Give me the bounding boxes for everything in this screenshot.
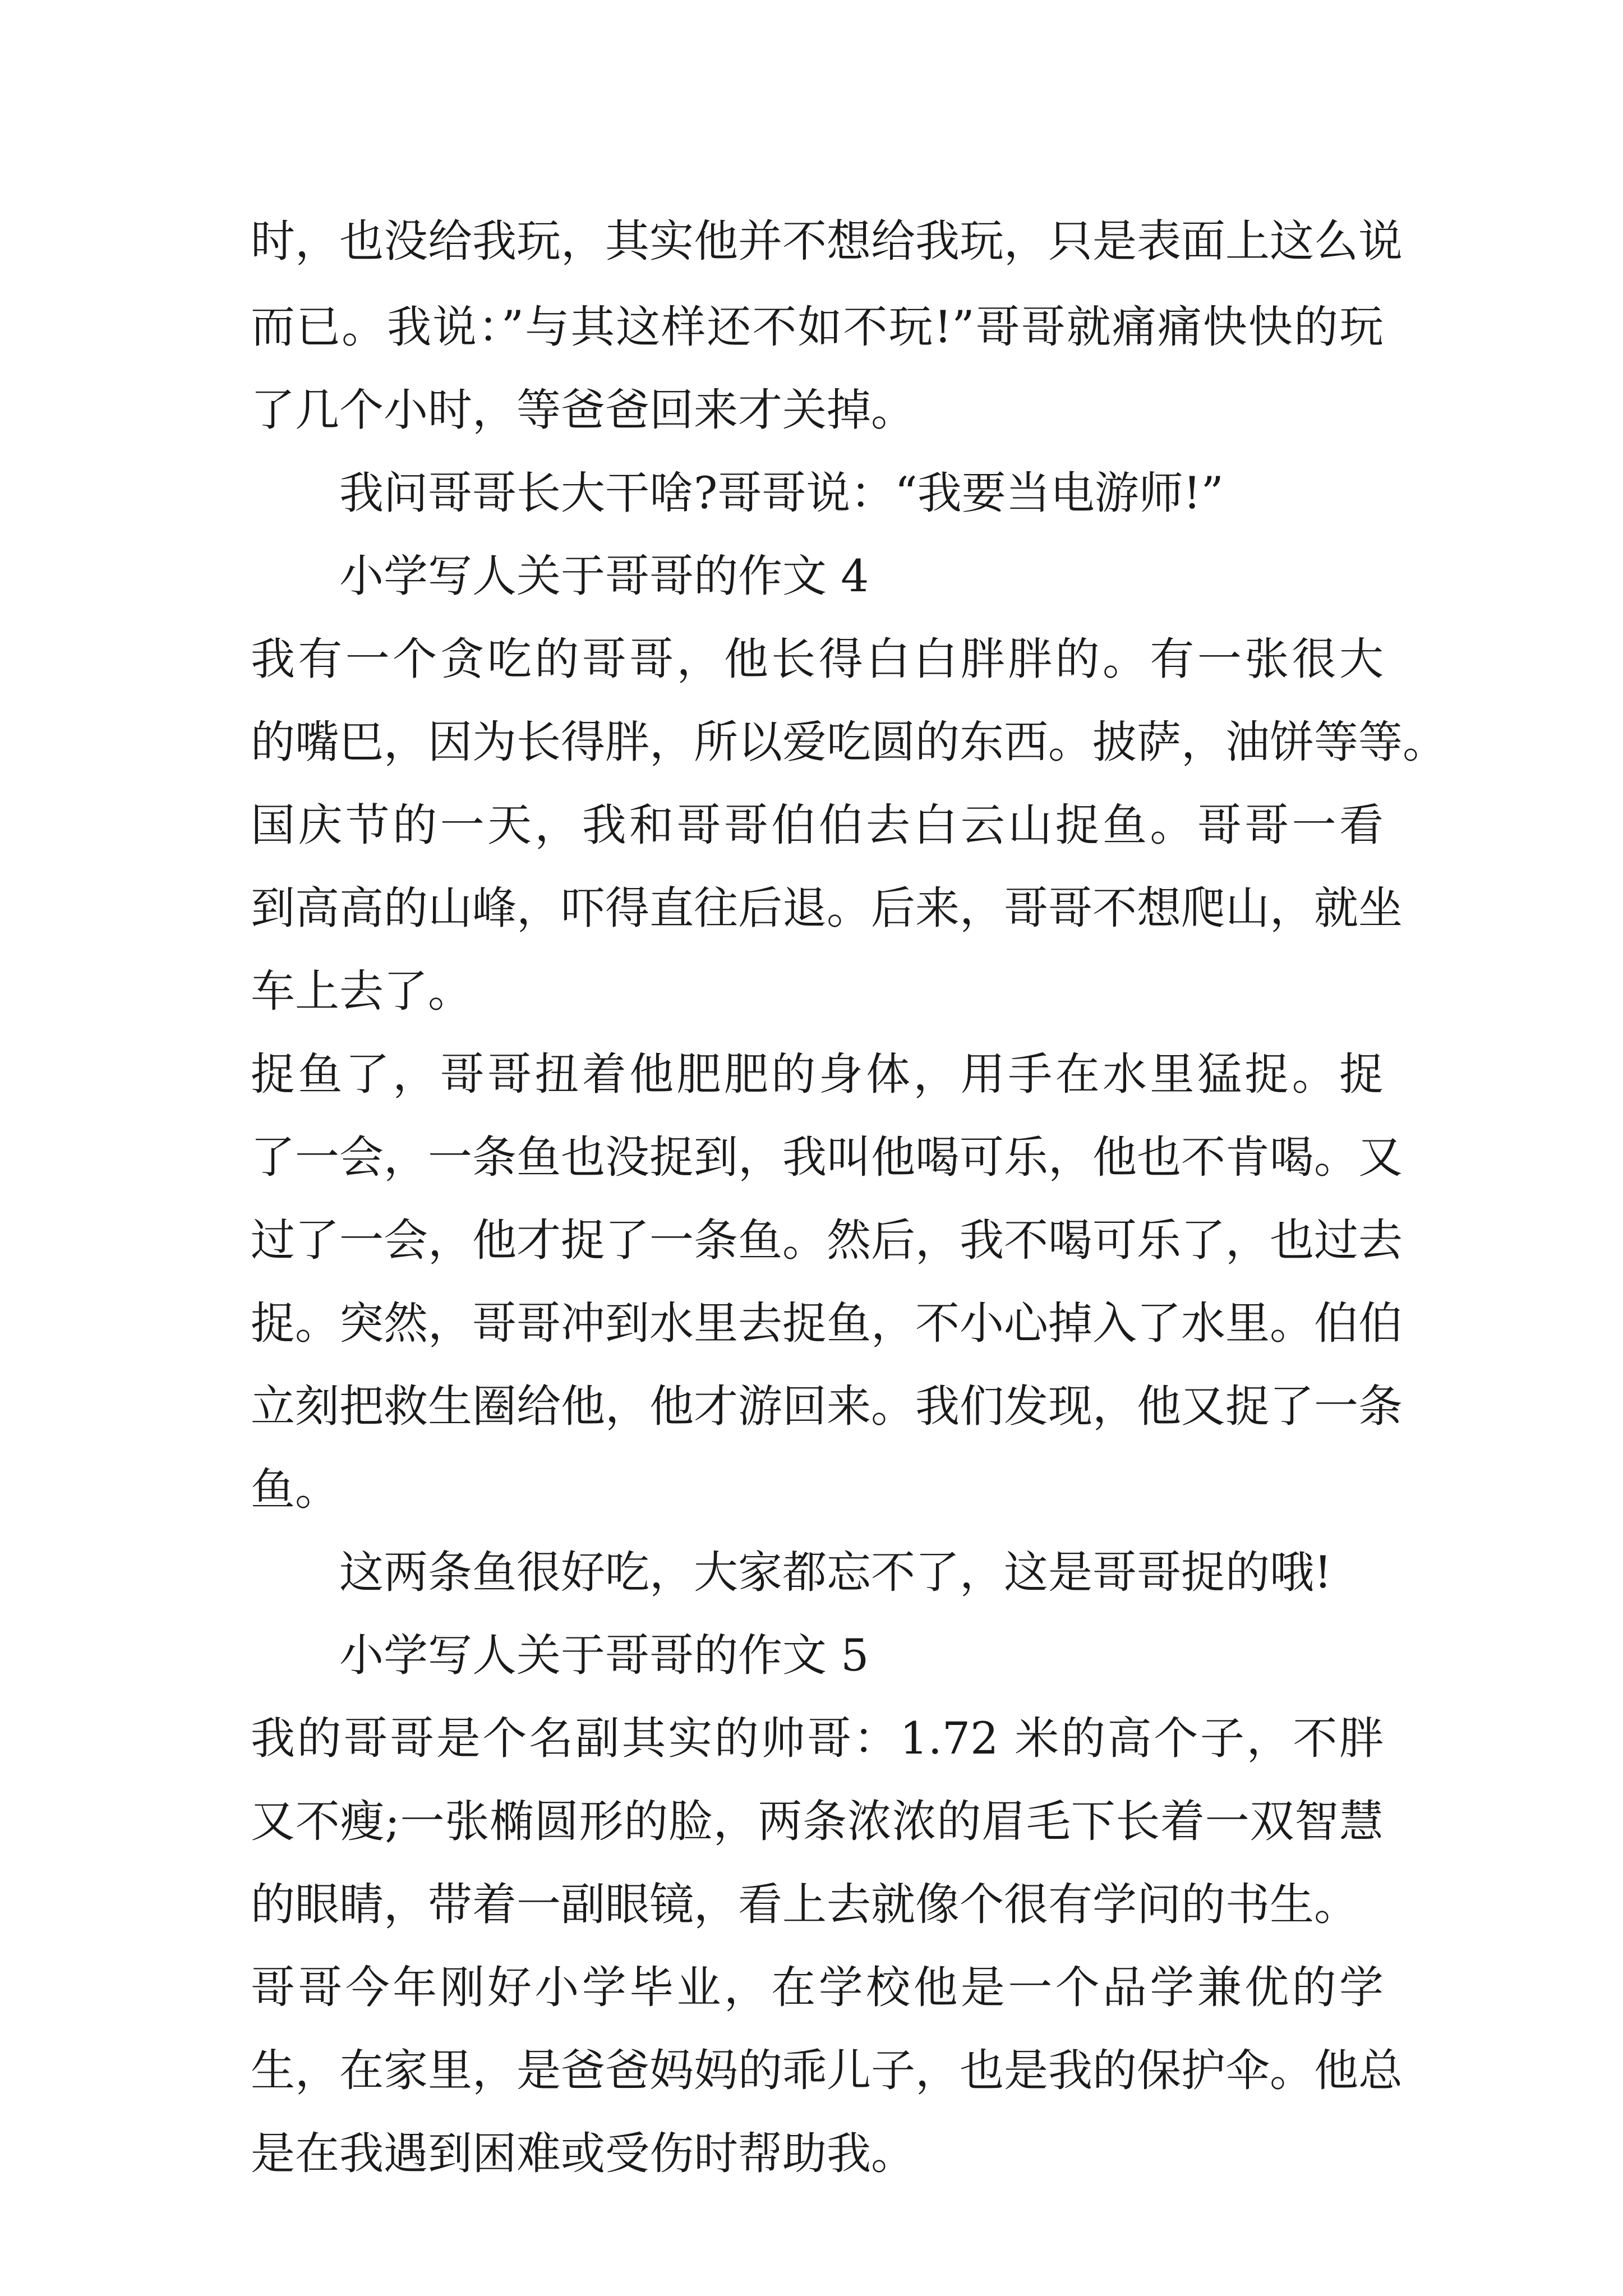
text-line: 我问哥哥长大干啥?哥哥说：“我要当电游师!” — [339, 467, 1224, 519]
text-line: 是在我遇到困难或受伤时帮助我。 — [251, 2128, 915, 2179]
text-line: 了几个小时，等爸爸回来才关掉。 — [251, 384, 915, 436]
text-line: 车上去了。 — [251, 965, 472, 1017]
text-line: 鱼。 — [251, 1464, 339, 1515]
text-line: 的眼睛，带着一副眼镜，看上去就像个很有学问的书生。 — [251, 1879, 1358, 1930]
text-line: 又不瘦;一张椭圆形的脸，两条浓浓的眉毛下长着一双智慧 — [251, 1796, 1384, 1847]
text-line: 而已。我说：”与其这样还不如不玩!”哥哥就痛痛快快的玩 — [251, 301, 1384, 353]
text-line: 的嘴巴，因为长得胖，所以爱吃圆的东西。披萨，油饼等等。 — [251, 716, 1447, 768]
text-line: 时，也没给我玩，其实他并不想给我玩，只是表面上这么说 — [251, 215, 1403, 267]
text-line: 哥哥今年刚好小学毕业，在学校他是一个品学兼优的学 — [251, 1962, 1384, 2013]
section-heading: 小学写人关于哥哥的作文 5 — [339, 1630, 869, 1681]
text-line: 过了一会，他才捉了一条鱼。然后，我不喝可乐了，也过去 — [251, 1214, 1403, 1266]
text-line: 立刻把救生圈给他，他才游回来。我们发现，他又捉了一条 — [251, 1381, 1403, 1432]
text-line: 到高高的山峰，吓得直往后退。后来，哥哥不想爬山，就坐 — [251, 882, 1403, 934]
section-heading: 小学写人关于哥哥的作文 4 — [339, 550, 869, 602]
text-line: 捉。突然，哥哥冲到水里去捉鱼，不小心掉入了水里。伯伯 — [251, 1297, 1403, 1349]
text-line: 了一会，一条鱼也没捉到，我叫他喝可乐，他也不肯喝。又 — [251, 1131, 1403, 1183]
text-line: 我有一个贪吃的哥哥，他长得白白胖胖的。有一张很大 — [251, 633, 1384, 685]
text-line: 这两条鱼很好吃，大家都忘不了，这是哥哥捉的哦! — [339, 1547, 1332, 1598]
text-line: 生，在家里，是爸爸妈妈的乖儿子，也是我的保护伞。他总 — [251, 2045, 1403, 2096]
text-line: 我的哥哥是个名副其实的帅哥：1.72 米的高个子，不胖 — [251, 1713, 1384, 1764]
text-line: 捉鱼了，哥哥扭着他肥肥的身体，用手在水里猛捉。捉 — [251, 1048, 1384, 1100]
text-line: 国庆节的一天，我和哥哥伯伯去白云山捉鱼。哥哥一看 — [251, 799, 1384, 851]
